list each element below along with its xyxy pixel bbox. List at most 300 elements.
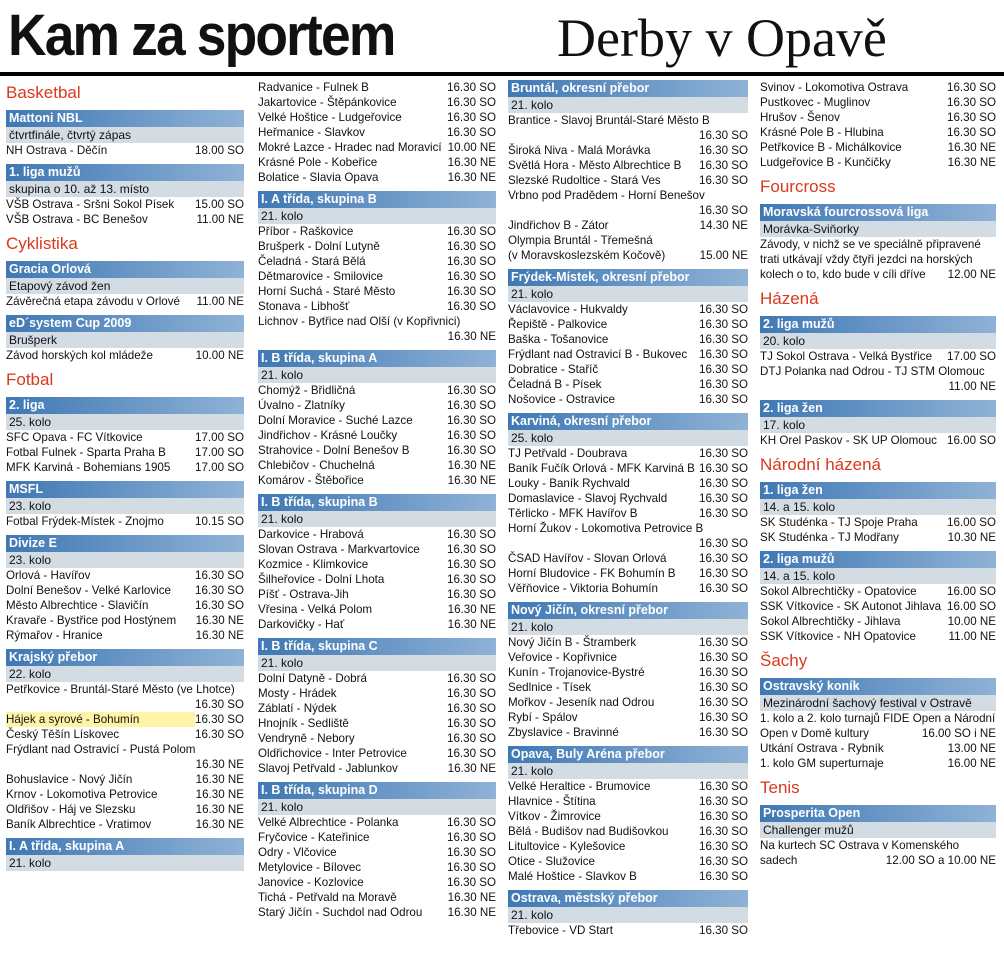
match-time: 16.30 SO [699, 477, 748, 490]
match-teams: SSK Vítkovice - SK Autonot Jihlava [760, 600, 942, 613]
match-time: 16.30 SO [699, 129, 748, 142]
match-teams: Píšť - Ostrava-Jih [258, 588, 349, 601]
match-teams: Hrušov - Šenov [760, 111, 840, 124]
round-label: 25. kolo [508, 430, 748, 446]
match-time: 16.30 SO [447, 861, 496, 874]
match-teams: Úvalno - Zlatníky [258, 399, 345, 412]
match-row [760, 515, 996, 530]
match-row [508, 710, 748, 725]
match-teams: Bohuslavice - Nový Jičín [6, 773, 133, 786]
match-row [508, 551, 748, 566]
match-time: 16.30 SO [447, 126, 496, 139]
match-teams: Starý Jičín - Suchdol nad Odrou [258, 906, 423, 919]
match-time: 16.30 SO [447, 240, 496, 253]
match-teams: Velké Heraltice - Brumovice [508, 780, 651, 793]
match-teams: MFK Karviná - Bohemians 1905 [6, 461, 171, 474]
match-row [508, 446, 748, 461]
match-teams: Tichá - Petřvald na Moravě [258, 891, 397, 904]
match-time: 16.30 SO [699, 204, 748, 217]
match-row [508, 566, 748, 581]
match-row [508, 680, 748, 695]
competition-band: Opava, Buly Aréna přebor [508, 746, 748, 763]
match-teams: 1. kolo a 2. kolo turnajů FIDE Open a Národní [760, 712, 996, 725]
match-time: 16.30 SO [699, 552, 748, 565]
match-row [258, 458, 496, 473]
match-teams: Kravaře - Bystřice pod Hostýnem [6, 614, 177, 627]
match-teams: Horní Bludovice - FK Bohumín B [508, 567, 676, 580]
match-time: 16.30 SO [699, 726, 748, 739]
match-teams: NH Ostrava - Děčín [6, 144, 108, 157]
match-time: 15.00 NE [699, 249, 748, 262]
match-time: 16.30 SO [699, 567, 748, 580]
match-row [258, 671, 496, 686]
match-row [508, 779, 748, 794]
match-time: 16.30 SO [195, 698, 244, 711]
match-time: 16.30 NE [195, 614, 244, 627]
match-row [6, 212, 244, 227]
match-teams: Řepiště - Palkovice [508, 318, 608, 331]
round-label: Mezinárodní šachový festival v Ostravě [760, 695, 996, 711]
match-time: 16.30 SO [447, 732, 496, 745]
match-teams: 1. kolo GM superturnaje [760, 757, 884, 770]
match-teams: Lichnov - Bytřice nad Olší (v Kopřivnici) [258, 315, 461, 328]
match-row [508, 665, 748, 680]
match-teams: Široká Niva - Malá Morávka [508, 144, 651, 157]
match-time: 16.30 SO [699, 333, 748, 346]
match-teams: Mokré Lazce - Hradec nad Moravicí [258, 141, 442, 154]
match-teams: Darkovičky - Hať [258, 618, 345, 631]
round-label: 20. kolo [760, 333, 996, 349]
match-time: 16.30 SO [699, 711, 748, 724]
match-teams: Komárov - Štěbořice [258, 474, 364, 487]
round-label: 17. kolo [760, 417, 996, 433]
match-time: 16.30 NE [447, 474, 496, 487]
match-teams: SFC Opava - FC Vítkovice [6, 431, 143, 444]
match-teams: Příbor - Raškovice [258, 225, 354, 238]
match-row [258, 269, 496, 284]
match-time: 16.30 SO [699, 681, 748, 694]
match-time: 16.30 SO [447, 429, 496, 442]
match-row [258, 110, 496, 125]
match-teams: Závod horských kol mládeže [6, 349, 153, 362]
match-teams: Na kurtech SC Ostrava v Komenského [760, 839, 960, 852]
match-time: 10.15 SO [195, 515, 244, 528]
match-time: 16.30 SO [947, 111, 996, 124]
match-teams: Baška - Tošanovice [508, 333, 609, 346]
match-teams: sadech [760, 854, 798, 867]
match-time: 16.30 SO [699, 174, 748, 187]
competition-band: 1. liga mužů [6, 164, 244, 181]
match-row [6, 294, 244, 309]
match-time: 16.30 SO [699, 507, 748, 520]
match-row [760, 125, 996, 140]
match-row [760, 726, 996, 741]
match-teams: Vrbno pod Pradědem - Horní Benešov [508, 189, 705, 202]
match-teams: Slovan Ostrava - Markvartovice [258, 543, 420, 556]
round-label: čtvrtfinále, čtvrtý zápas [6, 127, 244, 143]
match-teams: TJ Sokol Ostrava - Velká Bystřice [760, 350, 933, 363]
match-time: 16.30 NE [447, 459, 496, 472]
match-row [6, 817, 244, 832]
match-time: 16.30 SO [447, 255, 496, 268]
match-time: 16.30 SO [447, 831, 496, 844]
match-row [508, 113, 748, 128]
match-row [508, 317, 748, 332]
match-row [760, 853, 996, 868]
match-teams: Orlová - Havířov [6, 569, 91, 582]
match-teams: Krásné Pole - Kobeřice [258, 156, 378, 169]
match-row [258, 527, 496, 542]
match-teams: Šilheřovice - Dolní Lhota [258, 573, 385, 586]
match-time: 11.00 NE [948, 630, 996, 643]
competition-band: Frýdek-Místek, okresní přebor [508, 269, 748, 286]
round-label: 25. kolo [6, 414, 244, 430]
match-time: 16.30 NE [195, 788, 244, 801]
match-row [258, 746, 496, 761]
match-time: 16.30 SO [699, 462, 748, 475]
match-teams: Václavovice - Hukvaldy [508, 303, 628, 316]
match-teams: Vendryně - Nebory [258, 732, 355, 745]
competition-band: 2. liga mužů [760, 316, 996, 333]
match-teams: Město Albrechtice - Slavičín [6, 599, 149, 612]
round-label: 23. kolo [6, 498, 244, 514]
match-row [508, 218, 748, 233]
match-time: 16.30 NE [447, 906, 496, 919]
match-row [6, 348, 244, 363]
match-teams: Strahovice - Dolní Benešov B [258, 444, 410, 457]
match-time: 16.30 SO [447, 81, 496, 94]
match-row [760, 80, 996, 95]
match-time: 16.00 SO [947, 434, 996, 447]
page-header [0, 0, 1004, 72]
match-teams: SK Studénka - TJ Spoje Praha [760, 516, 918, 529]
match-row [508, 923, 748, 938]
match-time: 16.30 SO [447, 444, 496, 457]
match-row [258, 473, 496, 488]
match-teams: Závěrečná etapa závodu v Orlové [6, 295, 181, 308]
match-teams: Krnov - Lokomotiva Petrovice [6, 788, 158, 801]
round-label: 21. kolo [508, 97, 748, 113]
match-row [508, 173, 748, 188]
match-teams: Hlavnice - Štítina [508, 795, 596, 808]
match-teams: Věřňovice - Viktoria Bohumín [508, 582, 658, 595]
match-row [508, 332, 748, 347]
match-row [760, 110, 996, 125]
match-teams: Petřkovice B - Michálkovice [760, 141, 902, 154]
match-teams: Čeladná B - Písek [508, 378, 602, 391]
match-time: 16.00 SO i NE [921, 727, 996, 740]
match-teams: Heřmanice - Slavkov [258, 126, 365, 139]
section-heading: Tenis [760, 778, 800, 797]
match-teams: Olympia Bruntál - Třemešná [508, 234, 653, 247]
match-time: 11.00 NE [196, 213, 244, 226]
match-time: 16.30 NE [195, 758, 244, 771]
match-time: 16.00 SO [947, 516, 996, 529]
match-time: 16.30 SO [699, 144, 748, 157]
match-teams: Rýmařov - Hranice [6, 629, 103, 642]
match-row [508, 158, 748, 173]
match-time: 16.30 SO [447, 747, 496, 760]
match-row [258, 170, 496, 185]
match-teams: Jindřichov B - Zátor [508, 219, 609, 232]
match-teams: Mořkov - Jeseník nad Odrou [508, 696, 655, 709]
match-row [6, 598, 244, 613]
match-teams: SK Studénka - TJ Modřany [760, 531, 899, 544]
match-time: 16.30 SO [947, 126, 996, 139]
match-teams: Petřkovice - Bruntál-Staré Město (ve Lhotce) [6, 683, 235, 696]
match-row [508, 392, 748, 407]
competition-band: 2. liga [6, 397, 244, 414]
match-teams: VŠB Ostrava - Sršni Sokol Písek [6, 198, 175, 211]
match-time: 16.30 SO [699, 159, 748, 172]
match-time: 16.30 SO [447, 543, 496, 556]
match-row [760, 433, 996, 448]
match-row [258, 731, 496, 746]
match-time: 16.30 NE [195, 773, 244, 786]
match-time: 18.00 SO [195, 144, 244, 157]
match-time: 16.30 SO [447, 672, 496, 685]
match-row [258, 701, 496, 716]
round-label: 14. a 15. kolo [760, 568, 996, 584]
match-time: 16.30 SO [699, 363, 748, 376]
match-row [508, 869, 748, 884]
match-teams: Brantice - Slavoj Bruntál-Staré Město B [508, 114, 710, 127]
match-teams: Dobratice - Staříč [508, 363, 599, 376]
match-row [760, 140, 996, 155]
event-description [760, 237, 996, 282]
round-label: 21. kolo [508, 907, 748, 923]
match-teams: Oldřichovice - Inter Petrovice [258, 747, 407, 760]
match-row [258, 602, 496, 617]
match-teams: Dolní Datyně - Dobrá [258, 672, 367, 685]
match-teams: Stonava - Libhošť [258, 300, 350, 313]
match-row [258, 398, 496, 413]
match-row [6, 430, 244, 445]
match-time: 12.00 NE [947, 268, 996, 281]
match-teams: Fryčovice - Kateřinice [258, 831, 370, 844]
match-time: 16.30 SO [699, 870, 748, 883]
match-row [6, 143, 244, 158]
match-row [760, 95, 996, 110]
match-row [760, 614, 996, 629]
match-row [508, 233, 748, 248]
match-time: 11.00 NE [196, 295, 244, 308]
match-row [760, 756, 996, 771]
match-row [508, 248, 748, 263]
match-row [258, 617, 496, 632]
match-time: 16.30 SO [699, 378, 748, 391]
match-time: 16.30 SO [699, 795, 748, 808]
match-teams: Baník Fučík Orlová - MFK Karviná B [508, 462, 695, 475]
match-time: 16.30 SO [195, 599, 244, 612]
match-time: 16.30 SO [195, 584, 244, 597]
match-row [760, 584, 996, 599]
match-teams: Darkovice - Hrabová [258, 528, 364, 541]
match-row [508, 521, 748, 536]
competition-band: MSFL [6, 481, 244, 498]
match-row [508, 347, 748, 362]
match-teams: VŠB Ostrava - BC Benešov [6, 213, 148, 226]
match-time: 16.30 NE [447, 171, 496, 184]
match-row [258, 890, 496, 905]
competition-band: Krajský přebor [6, 649, 244, 666]
match-time: 16.30 SO [447, 717, 496, 730]
match-row [258, 284, 496, 299]
match-teams: Kunín - Trojanovice-Bystré [508, 666, 645, 679]
match-time: 16.30 NE [195, 803, 244, 816]
match-time: 16.30 SO [699, 696, 748, 709]
match-time: 16.30 NE [447, 330, 496, 343]
match-teams: Chlebičov - Chuchelná [258, 459, 375, 472]
match-teams: Rybí - Spálov [508, 711, 578, 724]
match-row [760, 629, 996, 644]
match-time: 16.00 SO [947, 585, 996, 598]
round-label: 23. kolo [6, 552, 244, 568]
match-row [258, 428, 496, 443]
match-row [258, 254, 496, 269]
match-time: 16.30 SO [699, 666, 748, 679]
match-teams: Frýdlant nad Ostravicí B - Bukovec [508, 348, 688, 361]
match-teams: Slavoj Petřvald - Jablunkov [258, 762, 398, 775]
round-label: 21. kolo [508, 286, 748, 302]
match-row [6, 197, 244, 212]
match-time: 16.30 SO [195, 569, 244, 582]
match-time: 16.30 SO [447, 588, 496, 601]
match-teams: Ludgeřovice B - Kunčičky [760, 156, 891, 169]
match-time: 16.30 SO [699, 810, 748, 823]
competition-band: Nový Jičín, okresní přebor [508, 602, 748, 619]
match-time: 16.30 SO [699, 924, 748, 937]
competition-band: 2. liga mužů [760, 551, 996, 568]
competition-band: I. B třída, skupina C [258, 638, 496, 655]
match-teams: (v Moravskoslezském Kočově) [508, 249, 666, 262]
match-teams: Vřesina - Velká Polom [258, 603, 373, 616]
match-teams: Třebovice - VD Start [508, 924, 614, 937]
match-time: 16.30 SO [447, 558, 496, 571]
column-1 [6, 80, 244, 954]
match-teams: Radvanice - Fulnek B [258, 81, 369, 94]
match-teams: Hájek a syrové - Bohumín [6, 712, 195, 727]
match-time: 16.30 SO [699, 582, 748, 595]
match-time: 16.30 SO [195, 728, 244, 741]
match-row [508, 302, 748, 317]
match-teams: Fotbal Frýdek-Místek - Znojmo [6, 515, 164, 528]
match-teams: Domaslavice - Slavoj Rychvald [508, 492, 668, 505]
section-heading: Házená [760, 289, 819, 308]
match-row [6, 460, 244, 475]
match-teams: Zbyslavice - Bravinné [508, 726, 619, 739]
match-teams: Vítkov - Žimrovice [508, 810, 601, 823]
match-row [6, 568, 244, 583]
competition-band: Gracia Orlová [6, 261, 244, 278]
match-row [760, 741, 996, 756]
competition-band: Mattoni NBL [6, 110, 244, 127]
description-text: Závody, v nichž se ve speciálně připravené trati utkávají vždy čtyři jezdci na horských kolech o to, kdo bude v cíli dříve [760, 238, 981, 281]
match-row [6, 742, 244, 757]
match-row [760, 155, 996, 170]
match-row [258, 443, 496, 458]
match-teams: Mosty - Hrádek [258, 687, 337, 700]
competition-band: I. A třída, skupina B [258, 191, 496, 208]
match-teams: Český Těšín Lískovec [6, 728, 120, 741]
match-row [258, 557, 496, 572]
match-time: 16.00 SO [947, 600, 996, 613]
match-time: 16.30 SO [699, 825, 748, 838]
match-time: 16.30 NE [447, 762, 496, 775]
match-row [508, 794, 748, 809]
section-heading: Fourcross [760, 177, 836, 196]
match-teams: KH Orel Paskov - SK UP Olomouc [760, 434, 937, 447]
match-teams: Svinov - Lokomotiva Ostrava [760, 81, 909, 94]
match-teams: Velké Albrechtice - Polanka [258, 816, 399, 829]
match-time: 16.30 SO [447, 96, 496, 109]
match-row [258, 224, 496, 239]
match-time: 16.30 SO [699, 318, 748, 331]
match-row [760, 838, 996, 853]
match-time: 17.00 SO [195, 461, 244, 474]
competition-band: I. B třída, skupina B [258, 494, 496, 511]
match-time: 14.30 NE [699, 219, 748, 232]
match-time: 17.00 SO [947, 350, 996, 363]
match-row [258, 860, 496, 875]
match-time: 16.30 SO [447, 573, 496, 586]
round-label: 22. kolo [6, 666, 244, 682]
match-row [6, 787, 244, 802]
match-teams: Krásné Pole B - Hlubina [760, 126, 884, 139]
match-row [508, 824, 748, 839]
match-time: 16.30 SO [699, 492, 748, 505]
match-time: 16.30 SO [699, 780, 748, 793]
round-label: 21. kolo [258, 511, 496, 527]
match-time: 16.30 SO [699, 636, 748, 649]
match-row [258, 125, 496, 140]
column-3 [508, 80, 748, 954]
match-teams: Pustkovec - Muglinov [760, 96, 871, 109]
match-row [258, 716, 496, 731]
match-teams: Jakartovice - Štěpánkovice [258, 96, 397, 109]
match-row [258, 299, 496, 314]
round-label: 21. kolo [258, 655, 496, 671]
match-time: 16.30 SO [699, 303, 748, 316]
match-row [508, 839, 748, 854]
match-time: 12.00 SO a 10.00 NE [885, 854, 996, 867]
match-row [760, 349, 996, 364]
match-teams: Těrlicko - MFK Havířov B [508, 507, 638, 520]
match-row [258, 155, 496, 170]
match-row [508, 143, 748, 158]
match-row [6, 613, 244, 628]
round-label: 14. a 15. kolo [760, 499, 996, 515]
match-row [6, 772, 244, 787]
column-2 [258, 80, 496, 954]
match-row [760, 530, 996, 545]
section-heading: Šachy [760, 651, 808, 670]
match-row [258, 95, 496, 110]
section-heading: Fotbal [6, 370, 54, 389]
match-time: 16.30 SO [195, 713, 244, 726]
match-time: 16.30 NE [447, 618, 496, 631]
match-teams: Metylovice - Bílovec [258, 861, 362, 874]
match-teams: Jindřichov - Krásné Loučky [258, 429, 398, 442]
round-label: Etapový závod žen [6, 278, 244, 294]
match-row [508, 188, 748, 203]
match-teams: Sedlnice - Tísek [508, 681, 591, 694]
match-row [508, 476, 748, 491]
match-row [258, 830, 496, 845]
match-teams: Kozmice - Klimkovice [258, 558, 369, 571]
headline-subtitle: Derby v Opavě [557, 8, 887, 68]
match-time: 16.30 SO [447, 414, 496, 427]
